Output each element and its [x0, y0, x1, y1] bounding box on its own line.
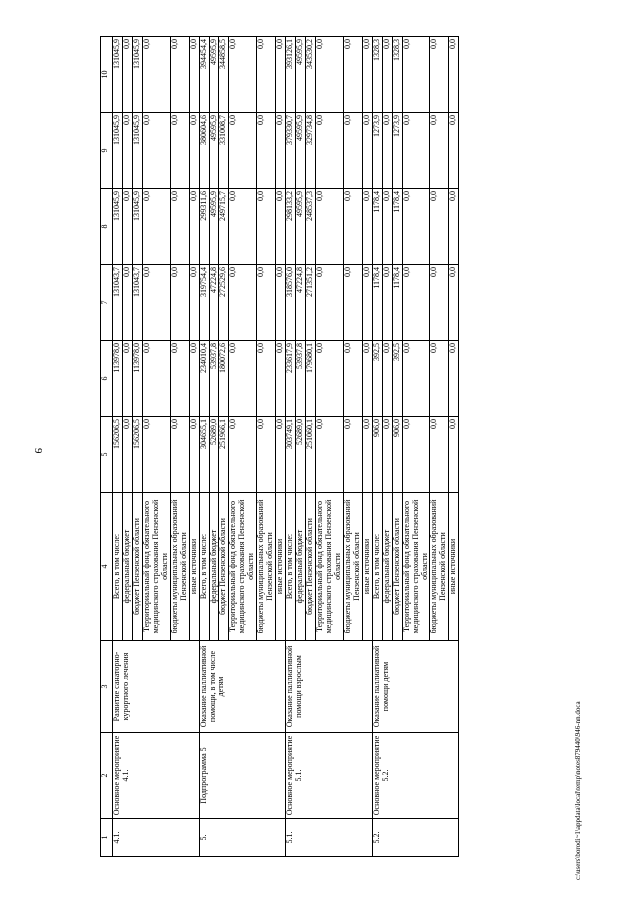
amount-cell: 380604,6 [199, 113, 209, 189]
amount-cell: 0,0 [382, 417, 392, 493]
amount-cell: 0,0 [316, 113, 344, 189]
amount-cell: 0,0 [257, 341, 276, 417]
amount-cell: 906,0 [372, 417, 382, 493]
funding-table [100, 36, 459, 857]
amount-cell: 234010,4 [199, 341, 209, 417]
amount-cell: 318576,0 [286, 265, 296, 341]
amount-cell: 52689,0 [209, 417, 219, 493]
amount-cell: 0,0 [362, 189, 372, 265]
amount-cell: 298133,2 [286, 189, 296, 265]
page-number: 9 [32, 448, 44, 454]
amount-cell: 0,0 [189, 417, 199, 493]
funding-source: бюджеты муниципальных образований Пензенской области [430, 493, 449, 641]
amount-cell: 0,0 [430, 37, 449, 113]
amount-cell: 0,0 [382, 37, 392, 113]
amount-cell: 0,0 [142, 341, 170, 417]
funding-source: Территориальный фонд обязательного медицинского страхования Пензенской области [402, 493, 430, 641]
amount-cell: 0,0 [402, 37, 430, 113]
amount-cell: 0,0 [343, 189, 362, 265]
item-name: Основное мероприятие 5.1. [286, 733, 373, 819]
amount-cell: 0,0 [449, 37, 459, 113]
amount-cell: 49595,9 [209, 189, 219, 265]
amount-cell: 251966,1 [219, 417, 229, 493]
table-body [101, 37, 459, 857]
header-cell: 6 [101, 341, 113, 417]
amount-cell: 0,0 [170, 341, 189, 417]
funding-source: бюджеты муниципальных образований Пензенской области [170, 493, 189, 641]
amount-cell: 0,0 [382, 265, 392, 341]
amount-cell: 49595,9 [209, 37, 219, 113]
funding-source: бюджет Пензенской области [392, 493, 402, 641]
funding-source: федеральный бюджет [296, 493, 306, 641]
amount-cell: 49595,9 [296, 37, 306, 113]
amount-cell: 53937,8 [296, 341, 306, 417]
funding-source: иные источники [189, 493, 199, 641]
amount-cell: 1178,4 [392, 189, 402, 265]
header-cell: 9 [101, 113, 113, 189]
amount-cell: 131045,9 [132, 189, 142, 265]
amount-cell: 271351,2 [306, 265, 316, 341]
amount-cell: 0,0 [276, 265, 286, 341]
funding-source: Всего, в том числе: [199, 493, 209, 641]
amount-cell: 131045,9 [113, 189, 123, 265]
amount-cell: 0,0 [189, 265, 199, 341]
amount-cell: 0,0 [189, 189, 199, 265]
amount-cell: 248537,3 [306, 189, 316, 265]
funding-source: иные источники [362, 493, 372, 641]
amount-cell: 0,0 [276, 37, 286, 113]
amount-cell: 0,0 [316, 265, 344, 341]
funding-source: Всего, в том числе: [286, 493, 296, 641]
header-cell: 10 [101, 37, 113, 113]
amount-cell: 0,0 [122, 113, 132, 189]
amount-cell: 233617,9 [286, 341, 296, 417]
funding-source: иные источники [276, 493, 286, 641]
funding-source: бюджет Пензенской области [132, 493, 142, 641]
funding-source: Территориальный фонд обязательного медицинского страхования Пензенской области [316, 493, 344, 641]
amount-cell: 0,0 [343, 417, 362, 493]
funding-source: иные источники [449, 493, 459, 641]
item-name: Подпрограмма 5 [199, 733, 286, 819]
amount-cell: 47224,8 [209, 265, 219, 341]
amount-cell: 0,0 [430, 189, 449, 265]
amount-cell: 0,0 [276, 341, 286, 417]
amount-cell: 1328,3 [372, 37, 382, 113]
amount-cell: 0,0 [316, 341, 344, 417]
amount-cell: 0,0 [382, 113, 392, 189]
funding-table-wrapper [100, 37, 585, 857]
amount-cell: 0,0 [449, 265, 459, 341]
table-row [199, 37, 209, 857]
funding-source: Территориальный фонд обязательного медицинского страхования Пензенской области [142, 493, 170, 641]
amount-cell: 0,0 [229, 341, 257, 417]
amount-cell: 0,0 [362, 113, 372, 189]
amount-cell: 392,5 [392, 341, 402, 417]
funding-source: бюджет Пензенской области [306, 493, 316, 641]
funding-source: федеральный бюджет [382, 493, 392, 641]
amount-cell: 131045,9 [113, 37, 123, 113]
amount-cell: 1178,4 [372, 189, 382, 265]
table-row [286, 37, 296, 857]
amount-cell: 0,0 [142, 37, 170, 113]
amount-cell: 0,0 [402, 341, 430, 417]
amount-cell: 0,0 [449, 113, 459, 189]
amount-cell: 0,0 [229, 189, 257, 265]
amount-cell: 0,0 [402, 189, 430, 265]
header-cell: 2 [101, 733, 113, 819]
amount-cell: 1178,4 [392, 265, 402, 341]
amount-cell: 344858,5 [219, 37, 229, 113]
item-number: 5. [199, 819, 286, 857]
funding-source: Территориальный фонд обязательного медицинского страхования Пензенской области [229, 493, 257, 641]
amount-cell: 0,0 [142, 189, 170, 265]
amount-cell: 0,0 [276, 189, 286, 265]
amount-cell: 0,0 [122, 189, 132, 265]
amount-cell: 0,0 [402, 265, 430, 341]
funding-source: бюджеты муниципальных образований Пензенской области [257, 493, 276, 641]
funding-source: федеральный бюджет [122, 493, 132, 641]
amount-cell: 0,0 [343, 113, 362, 189]
header-row [101, 37, 113, 857]
amount-cell: 0,0 [430, 341, 449, 417]
amount-cell: 49595,9 [209, 113, 219, 189]
amount-cell: 0,0 [382, 189, 392, 265]
header-cell: 1 [101, 819, 113, 857]
amount-cell: 251060,1 [306, 417, 316, 493]
amount-cell: 0,0 [430, 113, 449, 189]
amount-cell: 49595,9 [296, 189, 306, 265]
amount-cell: 0,0 [343, 341, 362, 417]
amount-cell: 53937,8 [209, 341, 219, 417]
amount-cell: 0,0 [170, 417, 189, 493]
amount-cell: 0,0 [257, 265, 276, 341]
amount-cell: 156206,5 [113, 417, 123, 493]
amount-cell: 49595,9 [296, 113, 306, 189]
amount-cell: 331008,7 [219, 113, 229, 189]
amount-cell: 1273,9 [372, 113, 382, 189]
amount-cell: 0,0 [343, 265, 362, 341]
header-cell: 8 [101, 189, 113, 265]
amount-cell: 0,0 [122, 417, 132, 493]
amount-cell: 299311,6 [199, 189, 209, 265]
amount-cell: 0,0 [276, 417, 286, 493]
amount-cell: 180072,6 [219, 341, 229, 417]
amount-cell: 0,0 [362, 417, 372, 493]
amount-cell: 0,0 [189, 341, 199, 417]
amount-cell: 0,0 [170, 265, 189, 341]
amount-cell: 329734,8 [306, 113, 316, 189]
amount-cell: 0,0 [449, 341, 459, 417]
amount-cell: 0,0 [122, 341, 132, 417]
amount-cell: 1178,4 [372, 265, 382, 341]
table-row [113, 37, 123, 857]
amount-cell: 131045,9 [132, 113, 142, 189]
footer-file-path: c:\users\borodi~1\appdata\local\temp\notes879440\946-nn.doca [574, 701, 582, 880]
amount-cell: 131045,9 [132, 37, 142, 113]
amount-cell: 0,0 [362, 37, 372, 113]
amount-cell: 0,0 [430, 265, 449, 341]
amount-cell: 0,0 [257, 113, 276, 189]
amount-cell: 52689,0 [296, 417, 306, 493]
amount-cell: 131043,7 [113, 265, 123, 341]
amount-cell: 113978,0 [113, 341, 123, 417]
item-name: Основное мероприятие 5.2. [372, 733, 459, 819]
amount-cell: 0,0 [382, 341, 392, 417]
item-description: Развитие санаторно-курортного лечения [113, 641, 200, 733]
amount-cell: 156206,5 [132, 417, 142, 493]
amount-cell: 392,5 [372, 341, 382, 417]
amount-cell: 0,0 [189, 113, 199, 189]
amount-cell: 304655,1 [199, 417, 209, 493]
amount-cell: 0,0 [402, 417, 430, 493]
amount-cell: 0,0 [229, 37, 257, 113]
table-row [372, 37, 382, 857]
amount-cell: 0,0 [257, 37, 276, 113]
amount-cell: 1273,9 [392, 113, 402, 189]
header-cell: 4 [101, 493, 113, 641]
amount-cell: 0,0 [316, 417, 344, 493]
header-cell: 5 [101, 417, 113, 493]
amount-cell: 0,0 [402, 113, 430, 189]
amount-cell: 0,0 [142, 417, 170, 493]
amount-cell: 249715,7 [219, 189, 229, 265]
amount-cell: 0,0 [430, 417, 449, 493]
amount-cell: 47224,8 [296, 265, 306, 341]
amount-cell: 0,0 [316, 189, 344, 265]
header-cell: 3 [101, 641, 113, 733]
amount-cell: 0,0 [449, 417, 459, 493]
item-number: 5.1. [286, 819, 373, 857]
amount-cell: 0,0 [257, 189, 276, 265]
item-description: Оказание паллиативной помощи взрослым [286, 641, 373, 733]
amount-cell: 0,0 [122, 37, 132, 113]
amount-cell: 319754,4 [199, 265, 209, 341]
amount-cell: 113978,0 [132, 341, 142, 417]
amount-cell: 394454,4 [199, 37, 209, 113]
item-number: 4.1. [113, 819, 200, 857]
amount-cell: 0,0 [170, 113, 189, 189]
amount-cell: 0,0 [229, 113, 257, 189]
amount-cell: 0,0 [362, 341, 372, 417]
amount-cell: 179680,1 [306, 341, 316, 417]
item-description: Оказание паллиативной помощи, в том числе детям [199, 641, 286, 733]
funding-source: бюджеты муниципальных образований Пензенской области [343, 493, 362, 641]
amount-cell: 0,0 [316, 37, 344, 113]
amount-cell: 0,0 [189, 37, 199, 113]
amount-cell: 303749,1 [286, 417, 296, 493]
amount-cell: 272529,6 [219, 265, 229, 341]
funding-source: Всего, в том числе: [372, 493, 382, 641]
item-number: 5.2. [372, 819, 459, 857]
amount-cell: 343530,2 [306, 37, 316, 113]
amount-cell: 0,0 [343, 37, 362, 113]
amount-cell: 0,0 [257, 417, 276, 493]
amount-cell: 393126,1 [286, 37, 296, 113]
funding-source: федеральный бюджет [209, 493, 219, 641]
amount-cell: 0,0 [362, 265, 372, 341]
item-description: Оказание паллиативной помощи детям [372, 641, 459, 733]
amount-cell: 0,0 [276, 113, 286, 189]
amount-cell: 0,0 [142, 113, 170, 189]
amount-cell: 0,0 [142, 265, 170, 341]
funding-source: бюджет Пензенской области [219, 493, 229, 641]
amount-cell: 1328,3 [392, 37, 402, 113]
funding-source: Всего, в том числе: [113, 493, 123, 641]
amount-cell: 906,0 [392, 417, 402, 493]
amount-cell: 0,0 [449, 189, 459, 265]
amount-cell: 131045,9 [113, 113, 123, 189]
amount-cell: 0,0 [229, 417, 257, 493]
amount-cell: 379330,7 [286, 113, 296, 189]
amount-cell: 131043,7 [132, 265, 142, 341]
amount-cell: 0,0 [170, 37, 189, 113]
amount-cell: 0,0 [122, 265, 132, 341]
amount-cell: 0,0 [170, 189, 189, 265]
amount-cell: 0,0 [229, 265, 257, 341]
header-cell: 7 [101, 265, 113, 341]
item-name: Основное мероприятие 4.1. [113, 733, 200, 819]
